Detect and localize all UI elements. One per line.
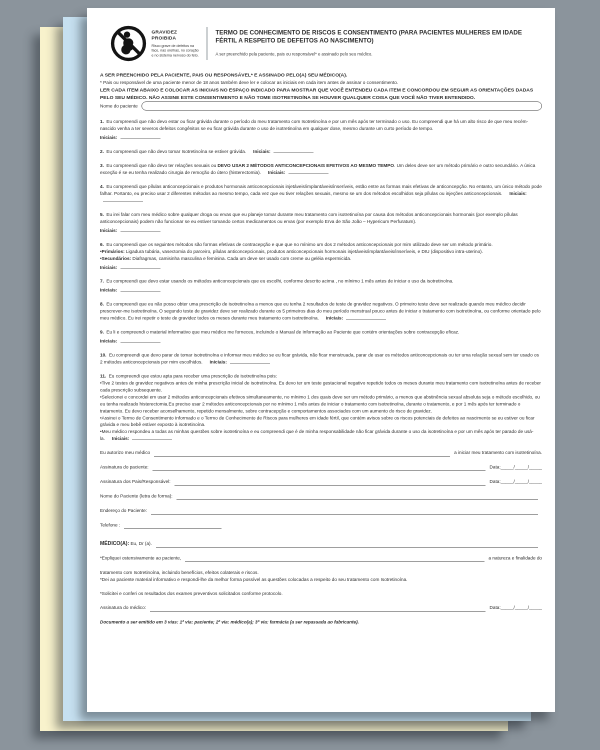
item-body: Eu compreendi que estou apta para receber uma prescrição de isotretinoína pois:: [108, 373, 277, 379]
item-body: Eu irei falar com meu médico sobre qualquer droga ou ervas que eu planeje tomar durante meu tratamento com isotretinoína por causa dos métodos anticoncepcionais hormonais (por exemplo pílulas anticoncepcionais) podem não funcionar se eu estiver tomando certos medicamentos ou ervas (por exemplo Erva de São João – Hypericum Perfuratum).: [100, 211, 518, 224]
item-number: 3.: [100, 163, 104, 169]
item-text: [100, 184, 542, 205]
item-text: [100, 352, 542, 366]
item-6: [100, 241, 542, 271]
explained-pre: *Expliquei ostensivamente ao paciente,: [100, 555, 182, 561]
parents-signature-field[interactable]: [175, 480, 486, 486]
patient-address-row: [100, 508, 542, 515]
doctor-heading-row: [100, 540, 542, 548]
row-label: Nome do Paciente (letra de forma):: [100, 493, 173, 499]
explained-field[interactable]: [185, 556, 484, 562]
patient-signature-row: [100, 464, 542, 471]
item-bullet: [100, 429, 542, 443]
header-titles: [216, 25, 543, 58]
item-2: [100, 149, 542, 156]
item-body: Eu compreendi que pílulas anticoncepcionais e produtos hormonais anticoncepcionais injetáveis/implantáveis/inseríveis, estão entre as formas mais efetivas de anticoncepção. No entanto, um único método pode falhar. Portanto, eu preciso usar 2 diferentes métodos ao mesmo tempo, cada vez que eu tiver relações sexuais, mesmo se um dos métodos escolhidos seja pílulas ou injeções anticoncepcionais.: [100, 184, 542, 197]
item-number: 5.: [100, 211, 104, 217]
doctor-signature-name-field[interactable]: [156, 542, 538, 548]
item-number: 4.: [100, 184, 104, 190]
item-body: Eu compreendi que devo parar de tomar isotretinoína e informar meu médico se eu ficar grávida, não ficar menstruada, parar de usar os métodos anticoncepcionais ou ter uma relação sexual sem ter usado os 2 métodos anticoncepcionais por mim escolhidos.: [100, 352, 539, 365]
row-label: Assinatura dos Pais/Responsável:: [100, 479, 171, 485]
item-bullet: [100, 248, 542, 255]
no-pregnancy-icon: [110, 25, 147, 62]
bullet-text: •Meu médico respondeu a todas as minhas questões sobre isotretinoína e eu compreendi que é de minha responsabilidade não ficar grávida durante o uso da isotretinoína e por um mês após ter parado de usá-la.: [100, 429, 534, 442]
initials-label: Iniciais:: [267, 170, 286, 176]
item-number: 10.: [100, 352, 107, 358]
phone-row: [100, 522, 542, 529]
initials-field[interactable]: [103, 197, 143, 202]
patient-name-label: Nome do paciente: [100, 103, 138, 109]
item-1: [100, 119, 542, 142]
item-body: Eu compreendi que os seguintes métodos são formas efetivas de contracepção e que que no mínimo um dos 2 métodos anticoncepcionais por mim utilizado deve ser um método primário.: [106, 241, 493, 247]
row-label: Assinatura do paciente:: [100, 464, 149, 470]
item-bullet: [100, 394, 542, 415]
item-bullet: [100, 255, 542, 262]
item-text: [100, 119, 542, 133]
footnote: * Pais ou responsável de uma paciente menor de 18 anos também deve ler e colocar as iniciais em cada item antes de assinar o consentimento.: [100, 79, 399, 85]
initials-row: [100, 227, 542, 234]
item-text: [100, 163, 542, 177]
initials-label: Iniciais:: [509, 191, 527, 197]
item-bold-text: DEVO USAR 2 MÉTODOS ANTICONCEPCIONAIS EFETIVOS AO MESMO TEMPO: [217, 163, 394, 169]
date-field[interactable]: Data:_____/_____/_____: [489, 464, 542, 470]
form-content: [87, 8, 555, 712]
initials-label: Iniciais:: [100, 338, 118, 344]
item-body: . Um deles deve ser um método primário e outro secundário. A única exceção é se eu tenha realizado cirurgia de remoção do útero (histerectomia).: [100, 163, 536, 176]
patient-printed-name-row: [100, 493, 542, 500]
bullet-text: •Tive 2 testes de gravidez negativos antes de minha prescrição inicial de isotretinoína. Eu devo ter um teste gestacional negativo repetido todos os meses durante meu tratamento com isotretinoína antes de receber cada prescrição subsequente.: [100, 380, 541, 393]
item-text: [100, 211, 542, 225]
item-body: Eu compreendi que devo estar usando os métodos anticoncepcionais que eu escolhi, conforme descrito acima , no mínimo 1 mês antes de iniciar o uso da isotretinoína.: [106, 278, 454, 284]
initials-row: [100, 264, 542, 271]
patient-signature-field[interactable]: [153, 465, 486, 471]
patient-address-field[interactable]: [151, 508, 538, 514]
item-number: 7.: [100, 278, 104, 284]
bullet-label: •Primários:: [100, 248, 125, 254]
item-5: [100, 211, 542, 234]
patient-name-input[interactable]: [142, 102, 542, 111]
warning-badge: [152, 25, 202, 58]
parents-signature-row: [100, 479, 542, 486]
bullet-text: Ligadura tubária, vasectomia do parceiro, pílulas anticoncepcionais, produtos anticoncepcionais hormonais injetáveis/implantáveis/inseríveis, e DIU (dispositivo intra-uterino).: [124, 248, 483, 254]
initials-field[interactable]: [120, 287, 160, 292]
doctor-explained-row: [100, 555, 542, 562]
initials-field[interactable]: [120, 227, 160, 232]
initials-field[interactable]: [120, 338, 160, 343]
warning-badge-title: GRAVIDEZ PROIBIDA: [151, 29, 178, 41]
doctor-intro: Eu, Dr (a).: [130, 541, 152, 547]
header-divider: [207, 27, 208, 60]
initials-field[interactable]: [120, 135, 160, 140]
item-body: Eu compreendi que não devo tomar Isotretinoína se estiver grávida.: [106, 149, 247, 155]
doctor-gave-info: *Dei ao paciente material informativo e respondi-lhe da melhor forma possível as questões colocadas a respeito do seu tratamento com Isotretinoína.: [100, 577, 408, 583]
phone-field[interactable]: [124, 523, 222, 529]
section-heading: A SER PREENCHIDO PELA PACIENTE, PAIS OU RESPONSÁVEL* E ASSINADO PELO(A) SEU MÉDICO(A).: [100, 72, 348, 78]
doctor-signature-field[interactable]: [150, 605, 486, 611]
item-number: 8.: [100, 301, 104, 307]
initials-label: Iniciais:: [111, 436, 130, 442]
doctor-checked-exams: *Solicitei e conferi os resultados dos exames preventivos solicitados conforme protocolo.: [100, 591, 283, 597]
item-number: 1.: [100, 119, 104, 125]
item-body: Eu compreendi que não devo ter relações sexuais ou: [106, 163, 218, 169]
signature-section: [100, 450, 542, 529]
explained-continuation: tratamento com Isotretinoína, incluindo benefícios, efeitos colaterais e riscos.: [100, 570, 259, 576]
initials-field[interactable]: [346, 315, 386, 320]
date-field[interactable]: Data:_____/_____/_____: [489, 604, 542, 610]
item-9: [100, 329, 542, 345]
row-label: Telefone :: [100, 522, 121, 528]
initials-row: [100, 135, 542, 142]
item-4: [100, 184, 542, 205]
initials-label: Iniciais:: [253, 149, 271, 155]
bullet-label: •Secundários:: [100, 255, 132, 261]
consent-items: [100, 119, 542, 443]
item-body: Eu compreendi que eu não posso obter uma prescrição de isotretinoína a menos que eu tenha 2 resultados de teste de gravidez negativos. O primeiro teste deve ser realizado quando meu médico decidir prescrever-me isotretinoína. O segundo teste de gravidez deve ser realizado durante os 5 primeiros dias do meu período menstrual pouco antes de iniciar o tratamento com isotretinoína, ou conforme orientado pelo meu médico. Eu irei repetir o teste de gravidez todos os meses durante meu tratamento com isotretinoína.: [100, 301, 541, 321]
initials-field[interactable]: [288, 170, 328, 175]
item-body: Eu compreendi que não devo estar ou ficar grávida durante o período do meu tratamento com Isotretinoína e por um mês após ter terminado o uso. Eu compreendi que há um alto risco de que meu recém-nascido venha a ter severos defeitos congênitos se eu ficar grávida durante o uso de isotretinoína em qualquer dose, mesmo durante um curto período de tempo.: [100, 119, 529, 132]
consent-form-page: [87, 8, 555, 712]
initials-row: [100, 338, 542, 345]
authorization-pre: Eu autorizo meu médico: [100, 450, 151, 456]
bullet-text: Diafragmas, camisinha masculina e feminina. Cada um deve ser usado com creme ou geléia espermicida.: [131, 255, 352, 261]
initials-row: [100, 287, 542, 294]
initials-field[interactable]: [230, 359, 270, 364]
item-number: 11.: [100, 373, 107, 379]
item-number: 6.: [100, 241, 104, 247]
item-3: [100, 163, 542, 177]
authorization-row: [100, 450, 542, 457]
item-11: [100, 373, 542, 443]
item-bullet: [100, 380, 542, 394]
item-number: 2.: [100, 149, 104, 155]
row-label: Endereço do Paciente:: [100, 508, 148, 514]
doctor-section: [100, 540, 542, 611]
item-bullet: [100, 415, 542, 429]
item-text: [100, 373, 542, 380]
copies-note: Documento a ser emitido em 3 vias: 1ª via: paciente; 2ª via: médico(a); 3ª via: farmácia (a ser repassada ao fabricante).: [100, 619, 359, 625]
item-body: Eu li e compreendi o material informativo que meu médico me forneceu, incluindo o Manual de Informação ao Paciente que contém orientações sobre contracepção eficaz.: [106, 329, 460, 335]
explained-tail: a natureza e finalidade do: [488, 555, 542, 561]
doctor-name-field[interactable]: [154, 451, 450, 457]
initials-label: Iniciais:: [100, 135, 118, 141]
patient-name-row: [100, 102, 542, 111]
item-8: [100, 301, 542, 322]
authorization-post: a iniciar meu tratamento com isotretinoína.: [454, 450, 542, 456]
initials-field[interactable]: [132, 436, 172, 441]
bullet-text: •Selecionei e concordei em usar 2 métodos anticoncepcionais efetivos simultaneamente, no mínimo 1 dos quais deve ser um método primário, a menos que abstinência sexual absoluta seja o método escolhido, ou eu tenha realizado histerectomia.Eu preciso usar 2 métodos anticoncepcionais por no mínimo 1 mês antes de iniciar o tratamento com isotretinoína, durante o tratamento, e por 1 mês após ter terminado o tratamento. Eu devo receber aconselhamento, repetido mensalmente, sobre contracepção e comportamentos associados com um aumento do risco de gravidez.: [100, 394, 540, 414]
initials-field[interactable]: [273, 149, 313, 154]
item-text: [100, 149, 542, 156]
form-header: [110, 25, 542, 62]
item-number: 9.: [100, 329, 104, 335]
item-text: [100, 278, 542, 285]
instructions: LER CADA ITEM ABAIXO E COLOCAR AS INICIAIS NO ESPAÇO INDICADO PARA MOSTRAR QUE VOCÊ ENTENDEU CADA ITEM E CONCORDOU EM SEGUIR AS ORIENTAÇÕES DADAS PELO SEU MÉDICO. NÃO ASSINE ESTE CONSENTIMENTO E NÃO TOME ISOTRETINOÍNA SE HOUVER QUALQUER COISA QUE VOCÊ NÃO TIVER ENTENDIDO.: [100, 87, 534, 101]
doctor-heading: MÉDICO(A):: [100, 540, 130, 547]
doctor-signature-row: [100, 604, 542, 611]
document-title: TERMO DE CONHECIMENTO DE RISCOS E CONSENTIMENTO (PARA PACIENTES MULHERES EM IDADE FÉRTIL A RESPEITO DE DEFEITOS AO NASCIMENTO): [215, 29, 522, 45]
initials-label: Iniciais:: [100, 264, 118, 270]
initials-label: Iniciais:: [100, 287, 118, 293]
initials-label: Iniciais:: [209, 359, 227, 365]
initials-label: Iniciais:: [325, 315, 344, 321]
date-field[interactable]: Data:_____/_____/_____: [489, 479, 542, 485]
item-7: [100, 278, 542, 294]
bullet-text: •Assinei o Termo de Consentimento Informado e o Termo de Conhecimento de Riscos para mulheres em idade fértil, que contém avisos sobre os riscos potenciais de defeitos ao nascimento se eu estiver ou ficar grávida e meu bebê estiver exposto à isotretinoína.: [100, 415, 535, 428]
item-10: [100, 352, 542, 366]
initials-label: Iniciais:: [100, 227, 118, 233]
patient-printed-name-field[interactable]: [177, 494, 538, 500]
row-label: Assinatura do médico:: [100, 604, 146, 610]
item-text: [100, 301, 542, 322]
warning-badge-subtitle: Risco grave de defeitos na face, nas orelhas, no coração e no sistema nervoso do feto.: [151, 43, 199, 58]
item-text: [100, 329, 542, 336]
initials-field[interactable]: [120, 264, 160, 269]
item-text: [100, 241, 542, 248]
document-subtitle: A ser preenchido pela paciente, pais ou responsável* e assinado pelo seu médico.: [215, 51, 373, 57]
